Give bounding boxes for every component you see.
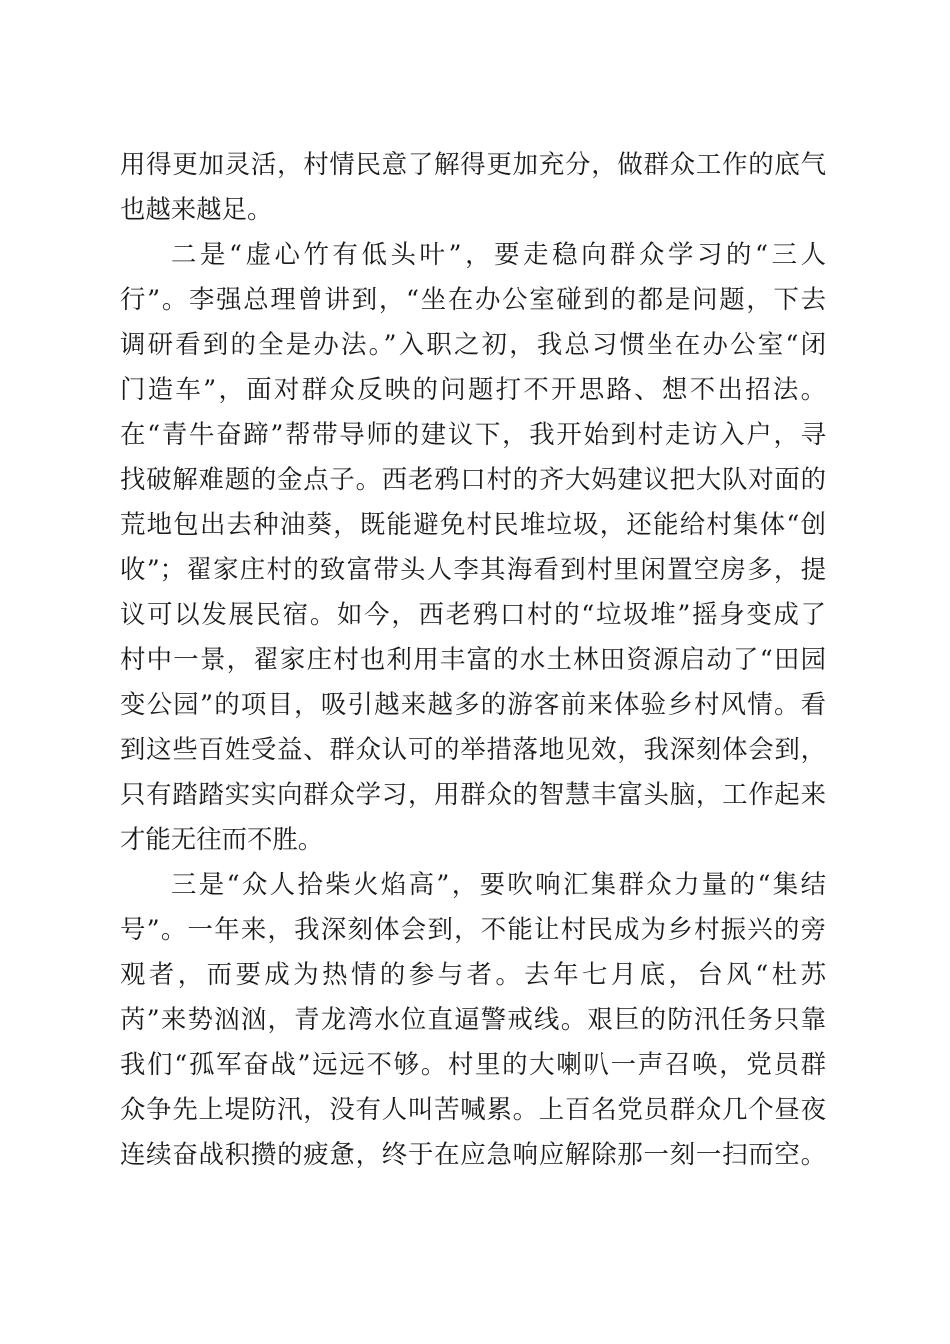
text-line: 门造车”，面对群众反映的问题打不开思路、想不出招法。: [120, 374, 826, 404]
text-line: 号”。一年来，我深刻体会到，不能让村民成为乡村振兴的旁: [120, 914, 826, 944]
text-line: 荒地包出去种油葵，既能避免村民堆垃圾，还能给村集体“创: [120, 509, 826, 539]
text-line: 观者，而要成为热情的参与者。去年七月底，台风“杜苏: [120, 959, 826, 989]
paragraph-first-line: 二是“虚心竹有低头叶”，要走稳向群众学习的“三人: [171, 239, 826, 269]
body-text: [120, 142, 826, 1177]
text-line: 众争先上堤防汛，没有人叫苦喊累。上百名党员群众几个昼夜: [120, 1094, 826, 1124]
text-line: 芮”来势汹汹，青龙湾水位直逼警戒线。艰巨的防汛任务只靠: [120, 1004, 826, 1034]
text-line: 我们“孤军奋战”远远不够。村里的大喇叭一声召唤，党员群: [120, 1049, 826, 1079]
text-line: 村中一景，翟家庄村也利用丰富的水土林田资源启动了“田园: [120, 644, 826, 674]
text-line: 变公园”的项目，吸引越来越多的游客前来体验乡村风情。看: [120, 689, 826, 719]
text-line: 行”。李强总理曾讲到，“坐在办公室碰到的都是问题，下去: [120, 284, 826, 314]
text-line: 连续奋战积攒的疲惫，终于在应急响应解除那一刻一扫而空。: [120, 1139, 826, 1169]
text-line: 到这些百姓受益、群众认可的举措落地见效，我深刻体会到，: [120, 734, 826, 764]
text-line: 在“青牛奋蹄”帮带导师的建议下，我开始到村走访入户，寻: [120, 419, 826, 449]
text-line: 找破解难题的金点子。西老鸦口村的齐大妈建议把大队对面的: [120, 464, 826, 494]
text-line: 也越来越足。: [120, 194, 273, 224]
text-line: 只有踏踏实实向群众学习，用群众的智慧丰富头脑，工作起来: [120, 779, 826, 809]
text-line: 议可以发展民宿。如今，西老鸦口村的“垃圾堆”摇身变成了: [120, 599, 826, 629]
text-line: 才能无往而不胜。: [120, 824, 324, 854]
text-line: 调研看到的全是办法。”入职之初，我总习惯坐在办公室“闭: [120, 329, 826, 359]
paragraph-first-line: 三是“众人拾柴火焰高”，要吹响汇集群众力量的“集结: [171, 869, 826, 899]
text-line: 收”；翟家庄村的致富带头人李其海看到村里闲置空房多，提: [120, 554, 826, 584]
text-line: 用得更加灵活，村情民意了解得更加充分，做群众工作的底气: [120, 149, 826, 179]
